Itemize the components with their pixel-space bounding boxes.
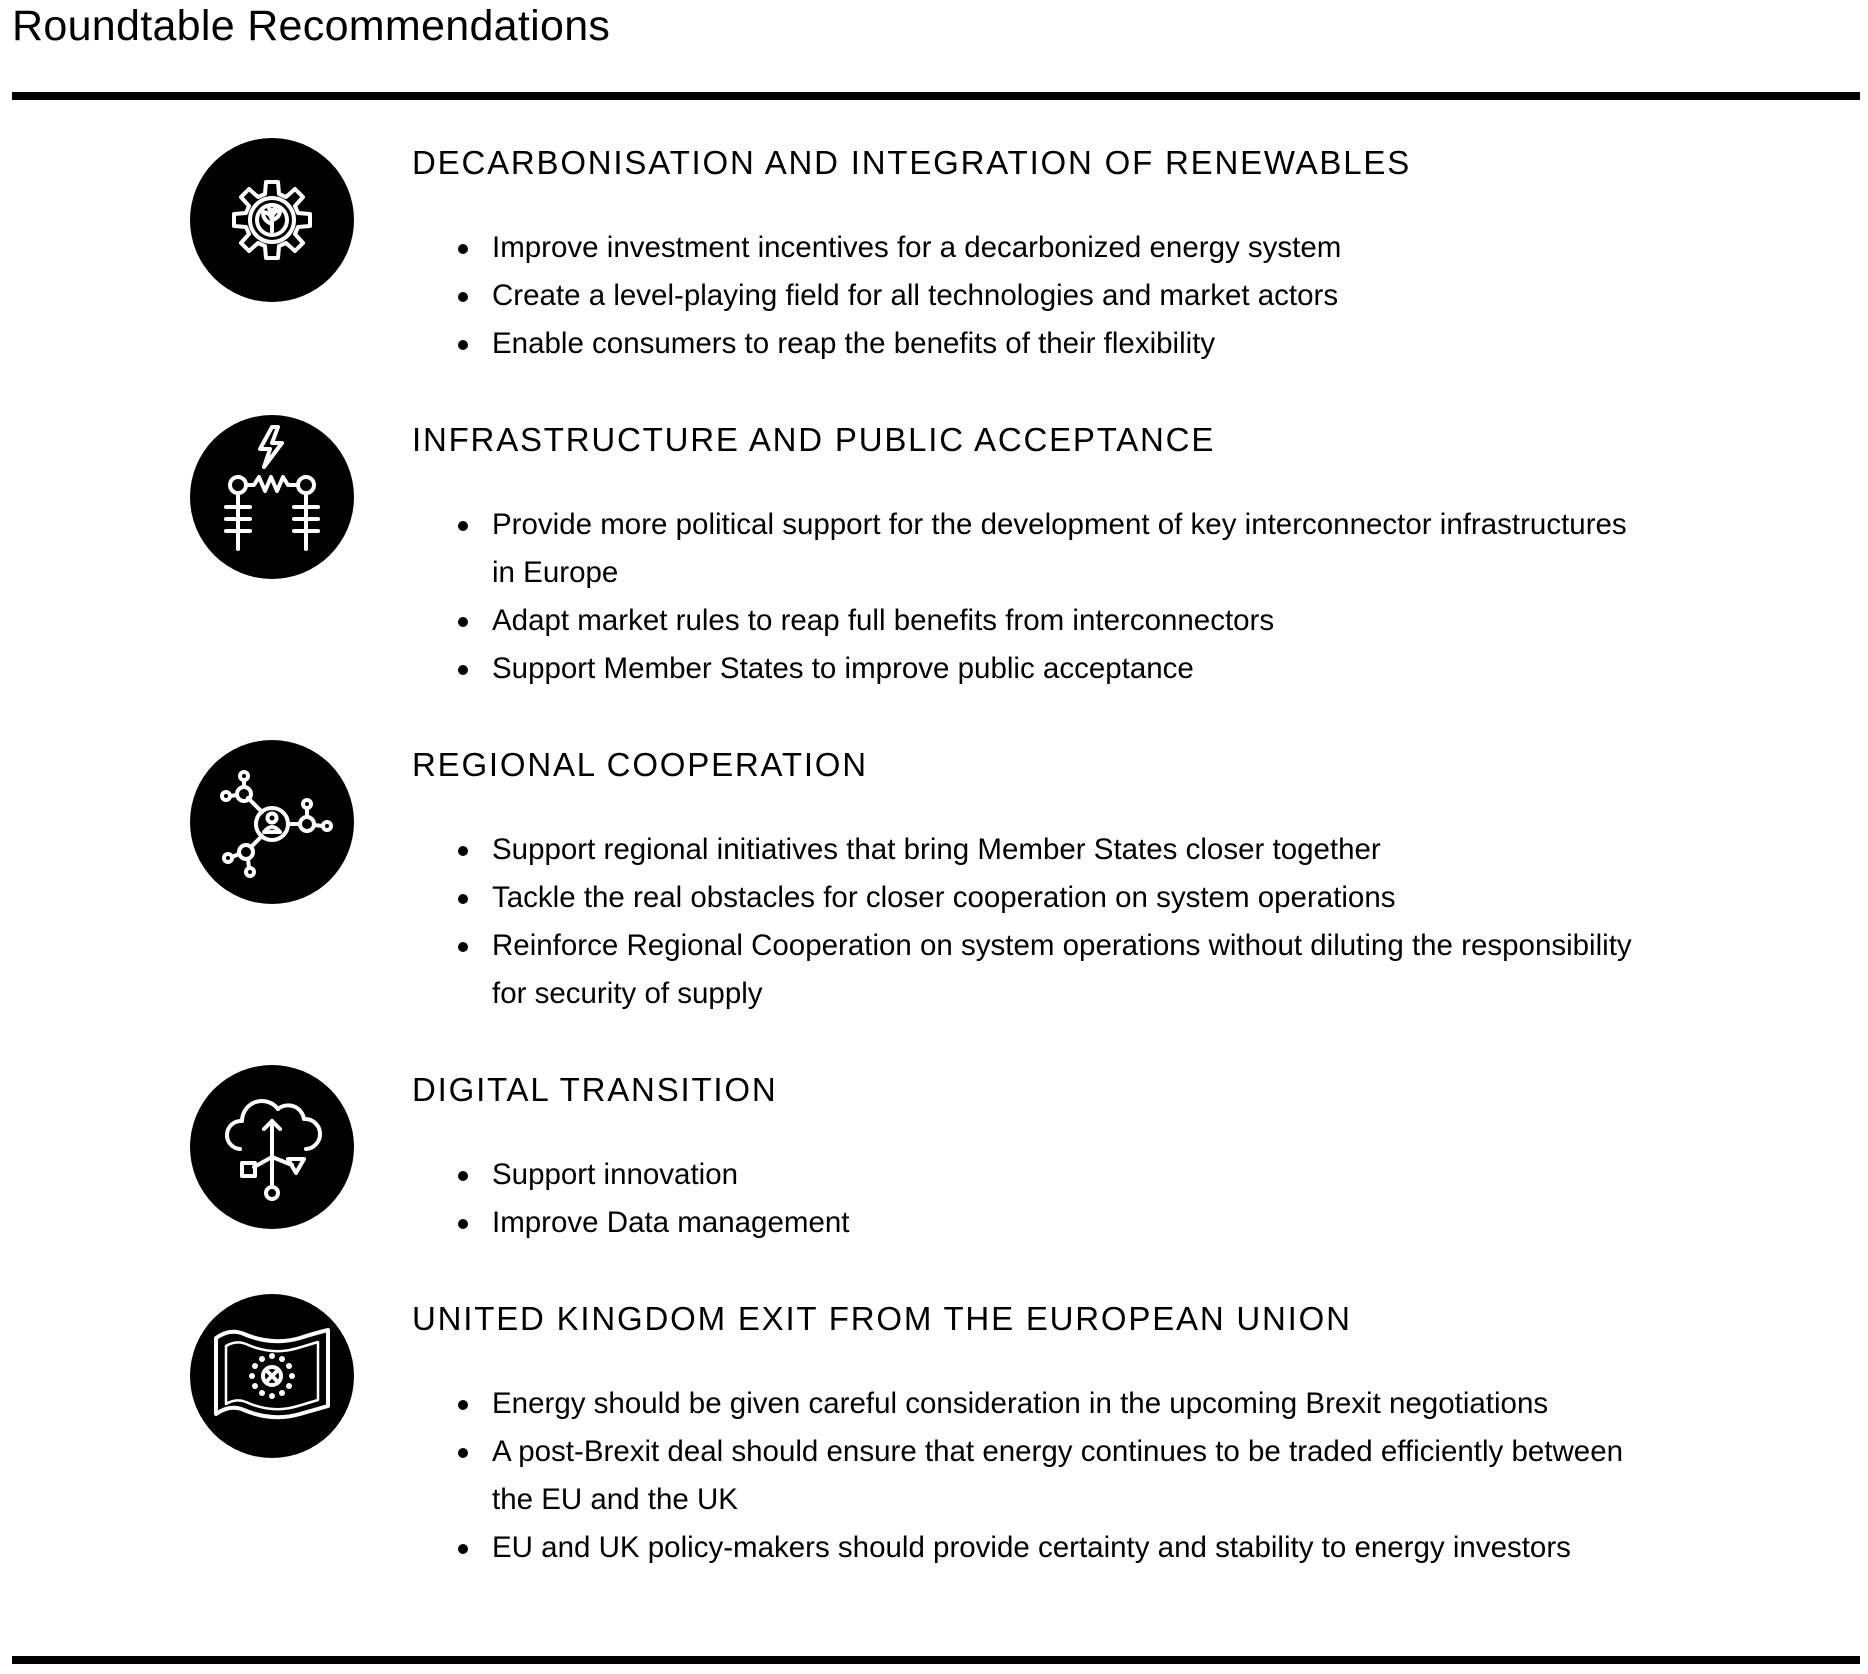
bullet-item: Improve investment incentives for a decarbonized energy system — [492, 224, 1652, 272]
section-title: DIGITAL TRANSITION — [412, 1071, 778, 1108]
bullet-item: Create a level-playing field for all technologies and market actors — [492, 272, 1652, 320]
bullet-item: Energy should be given careful consideration in the upcoming Brexit negotiations — [492, 1380, 1652, 1428]
gear-plant-icon — [190, 138, 354, 302]
bullet-item: Support regional initiatives that bring Member States closer together — [492, 826, 1652, 874]
bullet-list — [492, 826, 1652, 1018]
bullet-list — [492, 501, 1652, 693]
section-title: REGIONAL COOPERATION — [412, 746, 868, 783]
page-title: Roundtable Recommendations — [12, 2, 611, 50]
eu-flag-icon — [190, 1294, 354, 1458]
bullet-item: Improve Data management — [492, 1199, 1652, 1247]
bullet-list — [492, 1151, 1652, 1247]
bullet-item: EU and UK policy-makers should provide certainty and stability to energy investors — [492, 1524, 1652, 1572]
bullet-item: Support Member States to improve public acceptance — [492, 645, 1652, 693]
section-title: INFRASTRUCTURE AND PUBLIC ACCEPTANCE — [412, 421, 1216, 458]
bullet-item: Tackle the real obstacles for closer cooperation on system operations — [492, 874, 1652, 922]
top-divider — [12, 92, 1860, 100]
bottom-divider — [12, 1656, 1860, 1664]
bullet-item: Enable consumers to reap the benefits of their flexibility — [492, 320, 1652, 368]
bullet-item: Reinforce Regional Cooperation on system operations without diluting the responsibility for security of supply — [492, 922, 1652, 1018]
bullet-item: Adapt market rules to reap full benefits from interconnectors — [492, 597, 1652, 645]
cloud-network-icon — [190, 1065, 354, 1229]
power-pylons-icon — [190, 415, 354, 579]
bullet-item: A post-Brexit deal should ensure that energy continues to be traded efficiently between the EU and the UK — [492, 1428, 1652, 1524]
bullet-list — [492, 224, 1652, 368]
section-title: DECARBONISATION AND INTEGRATION OF RENEWABLES — [412, 144, 1412, 181]
network-person-icon — [190, 740, 354, 904]
bullet-item: Support innovation — [492, 1151, 1652, 1199]
bullet-item: Provide more political support for the development of key interconnector infrastructures in Europe — [492, 501, 1652, 597]
bullet-list — [492, 1380, 1652, 1572]
section-title: UNITED KINGDOM EXIT FROM THE EUROPEAN UNION — [412, 1300, 1352, 1337]
